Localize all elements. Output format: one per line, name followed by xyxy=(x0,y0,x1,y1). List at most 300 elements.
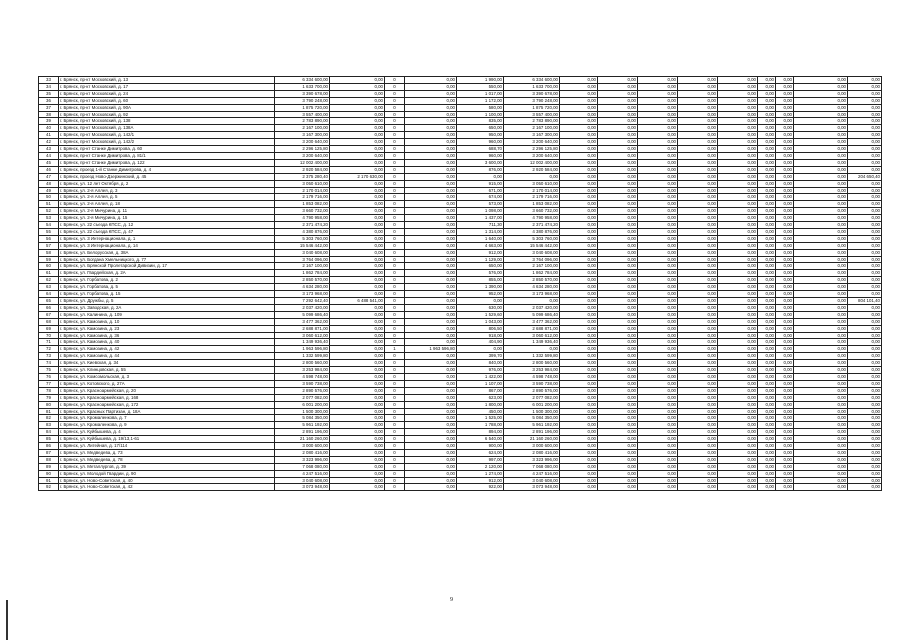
value-cell: 0 xyxy=(385,291,405,298)
value-cell: 960,00 xyxy=(457,139,504,146)
value-cell: 0,00 xyxy=(718,187,758,194)
value-cell: 0,00 xyxy=(848,166,882,173)
value-cell: 0,00 xyxy=(794,152,848,159)
value-cell: 0 xyxy=(385,353,405,360)
table-row xyxy=(39,146,882,153)
value-cell: 0,00 xyxy=(848,318,882,325)
value-cell: 0,00 xyxy=(776,270,794,277)
address-cell: г. Брянск, ул. Заводская, д. 2А xyxy=(59,304,275,311)
value-cell: 1 963 596,80 xyxy=(275,346,330,353)
value-cell: 0,00 xyxy=(718,83,758,90)
value-cell: 4 598 748,00 xyxy=(504,373,560,380)
value-cell: 0,00 xyxy=(794,443,848,450)
value-cell: 0,00 xyxy=(560,339,598,346)
value-cell: 0,00 xyxy=(776,477,794,484)
value-cell: 0,00 xyxy=(598,360,638,367)
value-cell: 0,00 xyxy=(758,201,776,208)
value-cell: 2 371 474,20 xyxy=(275,222,330,229)
value-cell: 2 296 125,80 xyxy=(275,146,330,153)
value-cell: 0,00 xyxy=(718,180,758,187)
value-cell: 0,00 xyxy=(405,270,457,277)
value-cell: 960,00 xyxy=(457,152,504,159)
value-cell: 0,00 xyxy=(638,477,678,484)
value-cell: 0,00 xyxy=(598,353,638,360)
value-cell: 0,00 xyxy=(758,463,776,470)
value-cell: 0,00 xyxy=(598,325,638,332)
row-number-cell: 41 xyxy=(39,132,59,139)
value-cell: 0,00 xyxy=(776,132,794,139)
table-row xyxy=(39,484,882,491)
value-cell: 0,00 xyxy=(678,256,718,263)
value-cell: 1 332 599,80 xyxy=(504,353,560,360)
value-cell: 0,00 xyxy=(718,311,758,318)
value-cell: 950,00 xyxy=(457,132,504,139)
row-number-cell: 92 xyxy=(39,484,59,491)
value-cell: 0,00 xyxy=(560,104,598,111)
row-number-cell: 46 xyxy=(39,166,59,173)
value-cell: 0,00 xyxy=(758,484,776,491)
value-cell: 0,00 xyxy=(848,180,882,187)
value-cell: 0,00 xyxy=(758,173,776,180)
row-number-cell: 80 xyxy=(39,401,59,408)
value-cell: 0,00 xyxy=(638,387,678,394)
value-cell: 4 790 958,00 xyxy=(275,215,330,222)
address-cell: г. Брянск, ул. Горбатова, д. 5 xyxy=(59,284,275,291)
value-cell: 0 xyxy=(385,139,405,146)
value-cell: 0,00 xyxy=(330,353,385,360)
value-cell: 0,00 xyxy=(718,408,758,415)
value-cell: 0,00 xyxy=(794,463,848,470)
value-cell: 0,00 xyxy=(560,353,598,360)
value-cell: 0,00 xyxy=(560,456,598,463)
value-cell: 0,00 xyxy=(776,263,794,270)
value-cell: 0,00 xyxy=(758,104,776,111)
value-cell: 0,00 xyxy=(758,360,776,367)
value-cell: 0,00 xyxy=(848,470,882,477)
value-cell: 0,00 xyxy=(794,401,848,408)
value-cell: 4 247 516,00 xyxy=(275,470,330,477)
value-cell: 0,00 xyxy=(678,187,718,194)
value-cell: 0,00 xyxy=(776,208,794,215)
value-cell: 2 920 584,00 xyxy=(275,166,330,173)
table-row xyxy=(39,180,882,187)
value-cell: 804 101,40 xyxy=(848,298,882,305)
value-cell: 0,00 xyxy=(560,408,598,415)
value-cell: 3 557 400,00 xyxy=(504,111,560,118)
value-cell: 0,00 xyxy=(718,463,758,470)
value-cell: 0,00 xyxy=(330,360,385,367)
value-cell: 0,00 xyxy=(405,360,457,367)
address-cell: г. Брянск, ул. Ново-Советская, д. 42 xyxy=(59,484,275,491)
value-cell: 0,00 xyxy=(330,387,385,394)
value-cell: 0,00 xyxy=(560,443,598,450)
value-cell: 0,00 xyxy=(794,277,848,284)
value-cell: 650,00 xyxy=(457,263,504,270)
value-cell: 0,00 xyxy=(405,284,457,291)
row-number-cell: 55 xyxy=(39,228,59,235)
address-cell: г. Брянск, ул. Комсомольская, д. 3 xyxy=(59,373,275,380)
value-cell: 1 422,00 xyxy=(457,373,504,380)
value-cell: 0,00 xyxy=(848,228,882,235)
value-cell: 0,00 xyxy=(638,394,678,401)
value-cell: 0,00 xyxy=(598,159,638,166)
value-cell: 3 600,00 xyxy=(457,159,504,166)
value-cell: 3 040 608,00 xyxy=(504,249,560,256)
value-cell: 0,00 xyxy=(598,111,638,118)
row-number-cell: 79 xyxy=(39,394,59,401)
row-number-cell: 67 xyxy=(39,311,59,318)
value-cell: 0,00 xyxy=(718,373,758,380)
row-number-cell: 81 xyxy=(39,408,59,415)
value-cell: 0,00 xyxy=(848,77,882,84)
value-cell: 2 170 014,00 xyxy=(275,187,330,194)
row-number-cell: 45 xyxy=(39,159,59,166)
value-cell: 0,00 xyxy=(330,367,385,374)
value-cell: 0,00 xyxy=(405,187,457,194)
value-cell: 0,00 xyxy=(457,346,504,353)
value-cell: 0,00 xyxy=(560,304,598,311)
value-cell: 0,00 xyxy=(598,311,638,318)
row-number-cell: 53 xyxy=(39,215,59,222)
value-cell: 0,00 xyxy=(794,111,848,118)
value-cell: 0,00 xyxy=(598,77,638,84)
value-cell: 0,00 xyxy=(794,339,848,346)
value-cell: 0,00 xyxy=(776,77,794,84)
value-cell: 0,00 xyxy=(405,222,457,229)
row-number-cell: 34 xyxy=(39,83,59,90)
value-cell: 0,00 xyxy=(678,159,718,166)
value-cell: 0,00 xyxy=(598,215,638,222)
value-cell: 915,00 xyxy=(457,180,504,187)
table-row xyxy=(39,118,882,125)
value-cell: 0,00 xyxy=(598,298,638,305)
value-cell: 0,00 xyxy=(758,284,776,291)
page-number: 9 xyxy=(450,597,453,603)
table-row xyxy=(39,318,882,325)
value-cell: 0,00 xyxy=(776,318,794,325)
value-cell: 0,00 xyxy=(678,263,718,270)
value-cell: 0,00 xyxy=(330,104,385,111)
value-cell: 0,00 xyxy=(718,201,758,208)
value-cell: 3 390 678,00 xyxy=(504,90,560,97)
value-cell: 3 660 732,00 xyxy=(504,208,560,215)
value-cell: 0,00 xyxy=(638,456,678,463)
value-cell: 6 334 600,00 xyxy=(275,77,330,84)
row-number-cell: 59 xyxy=(39,256,59,263)
value-cell: 15 546 442,00 xyxy=(275,242,330,249)
row-number-cell: 91 xyxy=(39,477,59,484)
value-cell: 0,00 xyxy=(560,90,598,97)
value-cell: 0,00 xyxy=(848,208,882,215)
value-cell: 0,00 xyxy=(848,387,882,394)
value-cell: 0,00 xyxy=(638,97,678,104)
value-cell: 0,00 xyxy=(330,201,385,208)
value-cell: 0 xyxy=(385,166,405,173)
value-cell: 0,00 xyxy=(678,201,718,208)
value-cell: 0 xyxy=(385,256,405,263)
value-cell: 0,00 xyxy=(598,367,638,374)
address-cell: г. Брянск, пр-кт Московский, д. 142/2 xyxy=(59,139,275,146)
value-cell: 0,00 xyxy=(758,387,776,394)
value-cell: 0 xyxy=(385,373,405,380)
value-cell: 0,00 xyxy=(598,235,638,242)
value-cell: 0,00 xyxy=(776,83,794,90)
value-cell: 0,00 xyxy=(794,367,848,374)
value-cell: 894,00 xyxy=(457,429,504,436)
value-cell: 0,00 xyxy=(794,387,848,394)
value-cell: 1 853 082,00 xyxy=(504,201,560,208)
value-cell: 1 800,00 xyxy=(457,401,504,408)
value-cell: 0,00 xyxy=(405,325,457,332)
value-cell: 0,00 xyxy=(560,187,598,194)
row-number-cell: 60 xyxy=(39,263,59,270)
value-cell: 0,00 xyxy=(560,318,598,325)
value-cell: 0,00 xyxy=(794,270,848,277)
value-cell: 3 173 968,00 xyxy=(275,291,330,298)
value-cell: 0,00 xyxy=(560,270,598,277)
value-cell: 0,00 xyxy=(560,484,598,491)
value-cell: 5 099 686,40 xyxy=(275,311,330,318)
value-cell: 1 963 596,80 xyxy=(405,346,457,353)
value-cell: 0 xyxy=(385,304,405,311)
value-cell: 0,00 xyxy=(638,291,678,298)
value-cell: 0,00 xyxy=(776,373,794,380)
address-cell: г. Брянск, пр-кт Московский, д. 138 xyxy=(59,118,275,125)
value-cell: 0 xyxy=(385,360,405,367)
value-cell: 1 633 700,00 xyxy=(504,83,560,90)
value-cell: 3 200 640,00 xyxy=(504,139,560,146)
value-cell: 0,00 xyxy=(598,139,638,146)
value-cell: 0,00 xyxy=(848,332,882,339)
value-cell: 0,00 xyxy=(794,449,848,456)
value-cell: 0,00 xyxy=(678,367,718,374)
value-cell: 0,00 xyxy=(560,346,598,353)
value-cell: 0,00 xyxy=(405,429,457,436)
value-cell: 0,00 xyxy=(330,77,385,84)
table-row xyxy=(39,139,882,146)
value-cell: 855,00 xyxy=(457,277,504,284)
value-cell: 0,00 xyxy=(848,90,882,97)
value-cell: 0,00 xyxy=(638,263,678,270)
value-cell: 0,00 xyxy=(598,152,638,159)
value-cell: 0,00 xyxy=(405,152,457,159)
table-row xyxy=(39,415,882,422)
value-cell: 1 017,00 xyxy=(457,90,504,97)
value-cell: 0,00 xyxy=(848,339,882,346)
value-cell: 0,00 xyxy=(794,125,848,132)
value-cell: 0,00 xyxy=(758,339,776,346)
value-cell: 0,00 xyxy=(330,249,385,256)
value-cell: 2 688 871,00 xyxy=(504,325,560,332)
value-cell: 0,00 xyxy=(560,401,598,408)
value-cell: 0,00 xyxy=(758,180,776,187)
value-cell: 0,00 xyxy=(776,463,794,470)
value-cell: 0,00 xyxy=(848,111,882,118)
value-cell: 0,00 xyxy=(560,311,598,318)
value-cell: 0,00 xyxy=(330,139,385,146)
value-cell: 0,00 xyxy=(758,132,776,139)
value-cell: 0,00 xyxy=(678,415,718,422)
value-cell: 0,00 xyxy=(638,270,678,277)
value-cell: 0,00 xyxy=(405,194,457,201)
value-cell: 6 001 200,00 xyxy=(275,401,330,408)
value-cell: 0,00 xyxy=(758,97,776,104)
row-number-cell: 52 xyxy=(39,208,59,215)
value-cell: 0,00 xyxy=(330,422,385,429)
value-cell: 0,00 xyxy=(598,222,638,229)
value-cell: 0 xyxy=(385,159,405,166)
table-row xyxy=(39,277,882,284)
row-number-cell: 48 xyxy=(39,180,59,187)
value-cell: 4 634 280,00 xyxy=(275,284,330,291)
value-cell: 0,00 xyxy=(638,463,678,470)
value-cell: 0,00 xyxy=(598,83,638,90)
address-cell: г. Брянск, ул. Литейная, д. 17/114 xyxy=(59,443,275,450)
value-cell: 0,00 xyxy=(848,463,882,470)
value-cell: 650,00 xyxy=(457,125,504,132)
value-cell: 0,00 xyxy=(678,97,718,104)
address-cell: г. Брянск, проезд 1-й Станке Димитрова, д. 4 xyxy=(59,166,275,173)
value-cell: 0 xyxy=(385,118,405,125)
value-cell: 0,00 xyxy=(848,311,882,318)
value-cell: 0,00 xyxy=(678,318,718,325)
value-cell: 0,00 xyxy=(678,304,718,311)
value-cell: 0,00 xyxy=(718,173,758,180)
value-cell: 0,00 xyxy=(560,291,598,298)
value-cell: 0,00 xyxy=(758,208,776,215)
value-cell: 2 080 416,00 xyxy=(275,449,330,456)
value-cell: 0,00 xyxy=(405,291,457,298)
value-cell: 0,00 xyxy=(560,208,598,215)
value-cell: 0,00 xyxy=(758,152,776,159)
value-cell: 0,00 xyxy=(330,332,385,339)
value-cell: 0,00 xyxy=(560,111,598,118)
value-cell: 0 xyxy=(385,456,405,463)
value-cell: 0,00 xyxy=(560,194,598,201)
value-cell: 0,00 xyxy=(794,311,848,318)
value-cell: 0,00 xyxy=(848,456,882,463)
value-cell: 0,00 xyxy=(848,484,882,491)
value-cell: 1 990,00 xyxy=(457,77,504,84)
row-number-cell: 87 xyxy=(39,449,59,456)
value-cell: 0,00 xyxy=(560,277,598,284)
value-cell: 2 783 890,00 xyxy=(504,118,560,125)
value-cell: 2 375 280,40 xyxy=(275,173,330,180)
value-cell: 1 129,00 xyxy=(457,256,504,263)
value-cell: 0,00 xyxy=(405,477,457,484)
value-cell: 0,00 xyxy=(678,325,718,332)
value-cell: 0,00 xyxy=(638,228,678,235)
value-cell: 2 167 100,00 xyxy=(275,263,330,270)
value-cell: 4 634 280,00 xyxy=(504,284,560,291)
value-cell: 0,00 xyxy=(758,367,776,374)
value-cell: 0,00 xyxy=(776,118,794,125)
value-cell: 0,00 xyxy=(330,463,385,470)
value-cell: 2 850 570,00 xyxy=(275,277,330,284)
value-cell: 0,00 xyxy=(848,401,882,408)
value-cell: 0,00 xyxy=(718,111,758,118)
value-cell: 0,00 xyxy=(718,235,758,242)
value-cell: 0,00 xyxy=(758,332,776,339)
value-cell: 0 xyxy=(385,394,405,401)
value-cell: 0,00 xyxy=(330,394,385,401)
value-cell: 0,00 xyxy=(638,104,678,111)
value-cell: 0 xyxy=(385,146,405,153)
value-cell: 0 xyxy=(385,318,405,325)
value-cell: 399,70 xyxy=(457,353,504,360)
value-cell: 0,00 xyxy=(794,132,848,139)
value-cell: 0,00 xyxy=(330,256,385,263)
value-cell: 0,00 xyxy=(776,249,794,256)
value-cell: 0,00 xyxy=(758,146,776,153)
row-number-cell: 71 xyxy=(39,339,59,346)
value-cell: 0 xyxy=(385,263,405,270)
value-cell: 7 292 642,40 xyxy=(275,298,330,305)
value-cell: 0,00 xyxy=(330,408,385,415)
value-cell: 0 xyxy=(385,222,405,229)
value-cell: 0,00 xyxy=(405,415,457,422)
address-cell: г. Брянск, ул. Клинцовская, д. 55 xyxy=(59,367,275,374)
value-cell: 0,00 xyxy=(718,477,758,484)
value-cell: 0,00 xyxy=(794,104,848,111)
value-cell: 0,00 xyxy=(560,118,598,125)
value-cell: 0,00 xyxy=(794,146,848,153)
value-cell: 2 890 576,00 xyxy=(275,387,330,394)
value-cell: 3 323 996,00 xyxy=(504,456,560,463)
value-cell: 0,00 xyxy=(848,235,882,242)
value-cell: 0,00 xyxy=(598,484,638,491)
value-cell: 0,00 xyxy=(794,242,848,249)
value-cell: 0,00 xyxy=(718,346,758,353)
value-cell: 0,00 xyxy=(758,249,776,256)
value-cell: 21 160 260,00 xyxy=(275,436,330,443)
value-cell: 918,00 xyxy=(457,332,504,339)
value-cell: 0,00 xyxy=(794,222,848,229)
value-cell: 0 xyxy=(385,201,405,208)
address-cell: г. Брянск, ул. Киевская, д. 34 xyxy=(59,360,275,367)
value-cell: 580,00 xyxy=(457,104,504,111)
value-cell: 0,00 xyxy=(718,242,758,249)
value-cell: 0,00 xyxy=(405,436,457,443)
value-cell: 573,00 xyxy=(457,201,504,208)
value-cell: 0,00 xyxy=(758,256,776,263)
value-cell: 404,90 xyxy=(457,339,504,346)
value-cell: 0 xyxy=(385,270,405,277)
value-cell: 0,00 xyxy=(776,152,794,159)
value-cell: 3 200 640,00 xyxy=(275,139,330,146)
value-cell: 0,00 xyxy=(758,194,776,201)
value-cell: 2 037 420,00 xyxy=(504,304,560,311)
value-cell: 0,00 xyxy=(598,332,638,339)
value-cell: 0,00 xyxy=(504,298,560,305)
value-cell: 2 296 125,80 xyxy=(504,146,560,153)
value-cell: 0,00 xyxy=(718,222,758,229)
value-cell: 0,00 xyxy=(330,146,385,153)
value-cell: 0,00 xyxy=(638,443,678,450)
value-cell: 0,00 xyxy=(678,291,718,298)
value-cell: 0,00 xyxy=(758,422,776,429)
value-cell: 5 303 760,00 xyxy=(504,235,560,242)
value-cell: 1 172,00 xyxy=(457,97,504,104)
value-cell: 0,00 xyxy=(718,353,758,360)
value-cell: 0 xyxy=(385,401,405,408)
value-cell: 5 099 686,40 xyxy=(504,311,560,318)
address-cell: г. Брянск, ул. Красных Партизан, д. 18А xyxy=(59,408,275,415)
value-cell: 0,00 xyxy=(638,139,678,146)
value-cell: 1 100,00 xyxy=(457,111,504,118)
table-row xyxy=(39,408,882,415)
value-cell: 0,00 xyxy=(794,173,848,180)
